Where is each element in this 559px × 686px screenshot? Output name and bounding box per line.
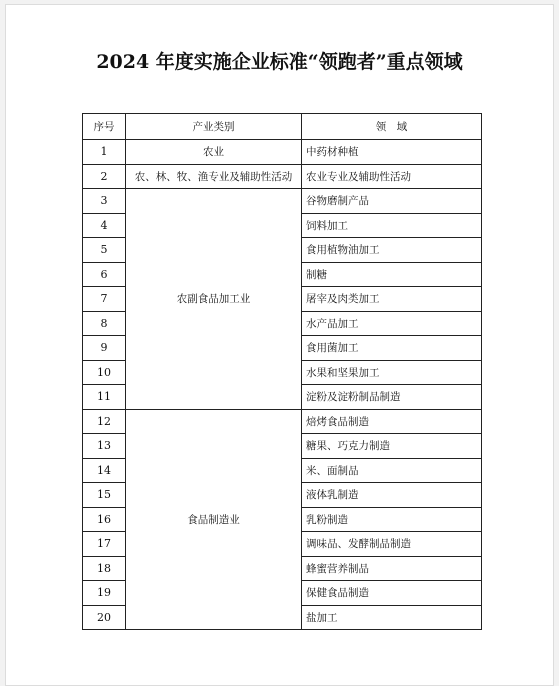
row-number: 15 bbox=[83, 483, 126, 508]
domain-cell: 调味品、发酵制品制造 bbox=[302, 532, 482, 557]
page-title: 2024 年度实施企业标准“领跑者”重点领域 bbox=[96, 51, 463, 73]
domain-cell: 屠宰及肉类加工 bbox=[302, 287, 482, 312]
row-number: 12 bbox=[83, 409, 126, 434]
row-number: 19 bbox=[83, 581, 126, 606]
industry-category: 农业 bbox=[126, 140, 302, 165]
domain-cell: 食用植物油加工 bbox=[302, 238, 482, 263]
domain-cell: 制糖 bbox=[302, 262, 482, 287]
row-number: 9 bbox=[83, 336, 126, 361]
document-page bbox=[5, 4, 554, 686]
header-seq: 序号 bbox=[83, 114, 126, 140]
industry-category: 农、林、牧、渔专业及辅助性活动 bbox=[126, 164, 302, 189]
domain-cell: 食用菌加工 bbox=[302, 336, 482, 361]
domain-cell: 糖果、巧克力制造 bbox=[302, 434, 482, 459]
domain-cell: 保健食品制造 bbox=[302, 581, 482, 606]
row-number: 13 bbox=[83, 434, 126, 459]
domain-cell: 焙烤食品制造 bbox=[302, 409, 482, 434]
row-number: 3 bbox=[83, 189, 126, 214]
row-number: 16 bbox=[83, 507, 126, 532]
row-number: 18 bbox=[83, 556, 126, 581]
row-number: 1 bbox=[83, 140, 126, 165]
domain-cell: 饲料加工 bbox=[302, 213, 482, 238]
row-number: 10 bbox=[83, 360, 126, 385]
row-number: 5 bbox=[83, 238, 126, 263]
header-category: 产业类别 bbox=[126, 114, 302, 140]
industry-category: 食品制造业 bbox=[126, 409, 302, 630]
table-body bbox=[83, 140, 482, 630]
domain-table bbox=[82, 113, 482, 630]
domain-cell: 液体乳制造 bbox=[302, 483, 482, 508]
domain-cell: 水果和坚果加工 bbox=[302, 360, 482, 385]
table-row bbox=[83, 409, 482, 434]
domain-cell: 淀粉及淀粉制品制造 bbox=[302, 385, 482, 410]
table-header-row bbox=[83, 114, 482, 140]
row-number: 8 bbox=[83, 311, 126, 336]
row-number: 17 bbox=[83, 532, 126, 557]
domain-cell: 中药材种植 bbox=[302, 140, 482, 165]
row-number: 7 bbox=[83, 287, 126, 312]
domain-cell: 蜂蜜营养制品 bbox=[302, 556, 482, 581]
row-number: 20 bbox=[83, 605, 126, 630]
table-row bbox=[83, 189, 482, 214]
domain-cell: 谷物磨制产品 bbox=[302, 189, 482, 214]
row-number: 11 bbox=[83, 385, 126, 410]
row-number: 4 bbox=[83, 213, 126, 238]
row-number: 14 bbox=[83, 458, 126, 483]
industry-category: 农副食品加工业 bbox=[126, 189, 302, 410]
header-domain: 领 域 bbox=[302, 114, 482, 140]
table-row bbox=[83, 140, 482, 165]
domain-cell: 农业专业及辅助性活动 bbox=[302, 164, 482, 189]
row-number: 6 bbox=[83, 262, 126, 287]
domain-cell: 乳粉制造 bbox=[302, 507, 482, 532]
row-number: 2 bbox=[83, 164, 126, 189]
domain-cell: 米、面制品 bbox=[302, 458, 482, 483]
domain-cell: 盐加工 bbox=[302, 605, 482, 630]
table-row bbox=[83, 164, 482, 189]
domain-cell: 水产品加工 bbox=[302, 311, 482, 336]
